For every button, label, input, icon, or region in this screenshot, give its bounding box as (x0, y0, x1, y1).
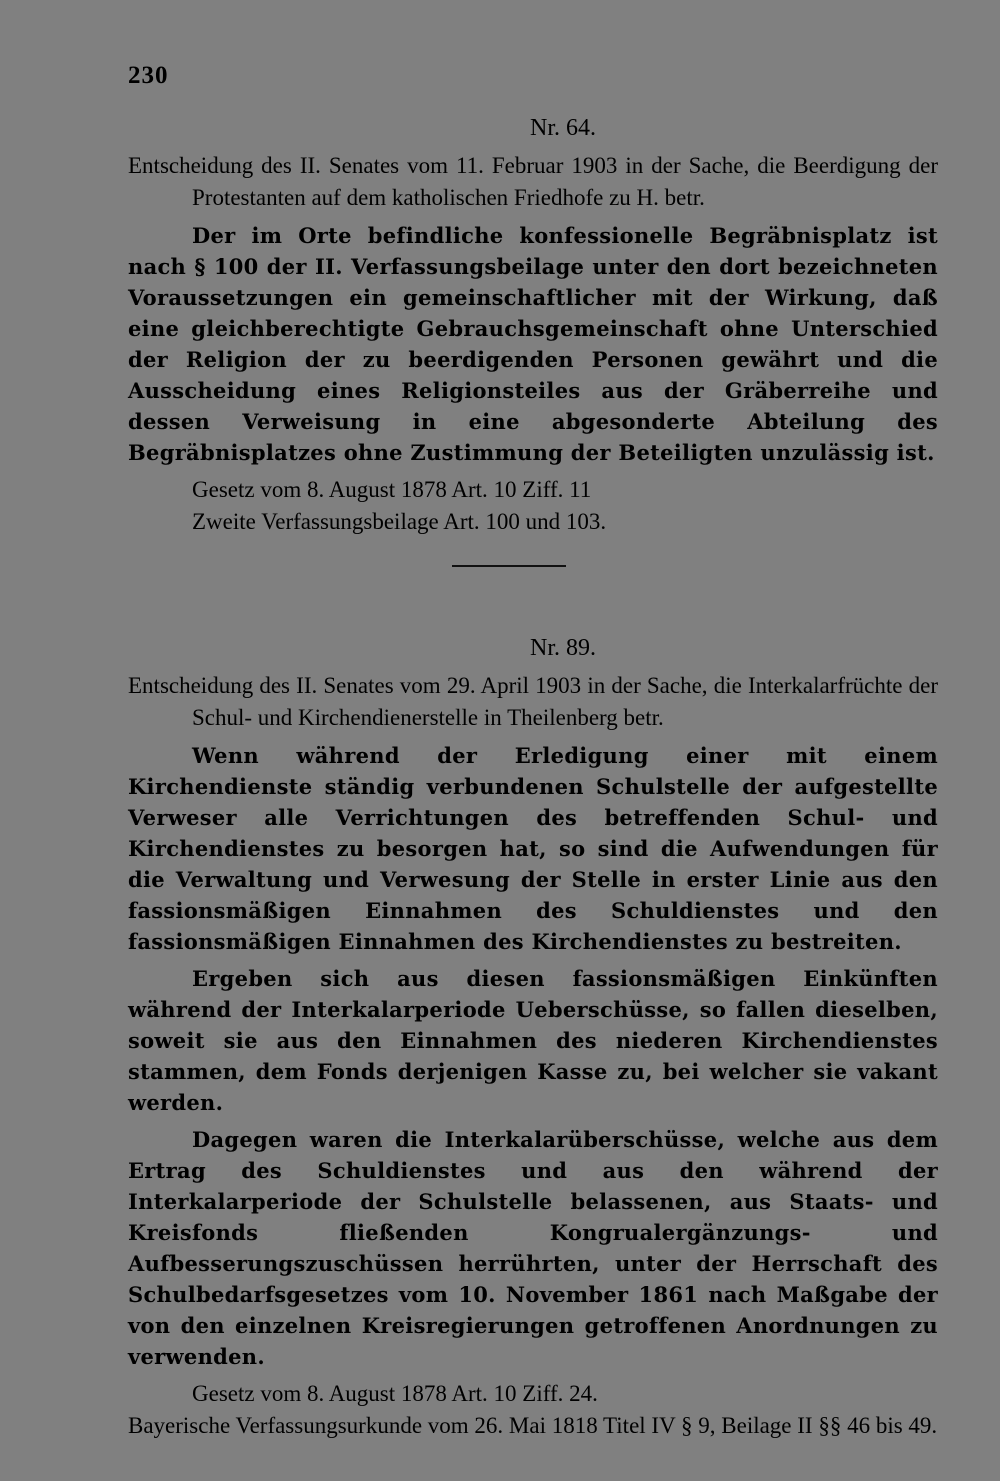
citation-line: Gesetz vom 8. August 1878 Art. 10 Ziff. 11 (192, 477, 592, 502)
entry-heading: Nr. 89. (530, 635, 596, 661)
entry-holding: Ergeben sich aus diesen fassionsmäßigen Einkünften während der Interkalarperiode Ueberschüsse, so fallen dieselben, soweit sie aus den Einnahmen des niederen Kirchendienstes stammen, dem Fonds derjenigen Kasse zu, bei welcher sie vakant werden. (128, 966, 938, 1115)
section-divider (452, 565, 566, 567)
page-number: 230 (128, 62, 169, 89)
citation-line: Zweite Verfassungsbeilage Art. 100 und 103. (192, 509, 607, 534)
entry-summary: Entscheidung des II. Senates vom 29. April 1903 in der Sache, die Interkalarfrüchte der Schul- und Kirchendienerstelle in Theilenberg betr. (128, 673, 938, 730)
entry-holding: Wenn während der Erledigung einer mit einem Kirchendienste ständig verbundenen Schulstelle der aufgestellte Verweser alle Verrichtungen des betreffenden Schul- und Kirchendienstes zu besorgen hat, so sind die Aufwendungen für die Verwaltung und Verwesung der Stelle in erster Linie aus den fassionsmäßigen Einnahmen des Schuldienstes und den fassionsmäßigen Einnahmen des Kirchendienstes zu bestreiten. (128, 743, 938, 954)
entry-holding: Der im Orte befindliche konfessionelle Begräbnisplatz ist nach § 100 der II. Verfassungsbeilage unter den dort bezeichneten Voraussetzungen ein gemeinschaftlicher mit der Wirkung, daß eine gleichberechtigte Gebrauchsgemeinschaft ohne Unterschied der Religion der zu beerdigenden Personen gewährt und die Ausscheidung eines Religionsteiles aus der Gräberreihe und dessen Verweisung in eine abgesonderte Abteilung des Begräbnisplatzes ohne Zustimmung der Beteiligten unzulässig ist. (128, 223, 938, 465)
entry-nr-64 (128, 112, 938, 538)
entry-citations (128, 474, 938, 538)
entry-citations (128, 1378, 938, 1442)
citation-line: Bayerische Verfassungsurkunde vom 26. Mai 1818 Titel IV § 9, Beilage II §§ 46 bis 49. (128, 1413, 938, 1438)
entry-nr-89 (128, 632, 938, 1442)
entry-holding: Dagegen waren die Interkalarüberschüsse, welche aus dem Ertrag des Schuldienstes und aus den während der Interkalarperiode der Schulstelle belassenen, aus Staats- und Kreisfonds fließenden Kongrualergänzungs- und Aufbesserungszuschüssen herrührten, unter der Herrschaft des Schulbedarfsgesetzes vom 10. November 1861 nach Maßgabe der von den einzelnen Kreisregierungen getroffenen Anordnungen zu verwenden. (128, 1127, 938, 1369)
citation-line: Gesetz vom 8. August 1878 Art. 10 Ziff. 24. (192, 1381, 598, 1406)
entry-summary: Entscheidung des II. Senates vom 11. Februar 1903 in der Sache, die Beerdigung der Protestanten auf dem katholischen Friedhofe zu H. betr. (128, 153, 938, 210)
entry-heading: Nr. 64. (530, 115, 596, 141)
